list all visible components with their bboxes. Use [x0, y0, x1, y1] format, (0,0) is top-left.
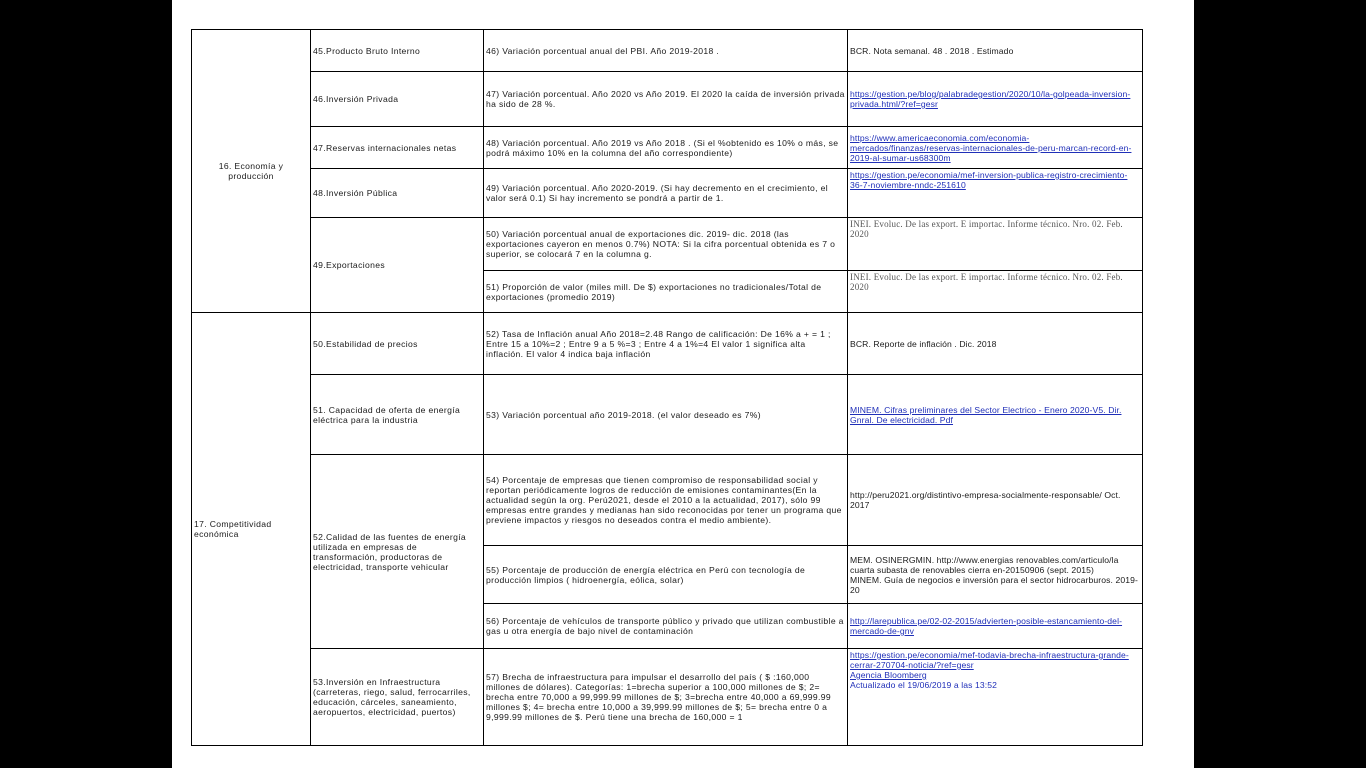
table-row	[192, 313, 1143, 375]
indicator-cell: 50.Estabilidad de precios	[311, 313, 484, 375]
source-cell	[848, 375, 1143, 455]
description-cell: 57) Brecha de infraestructura para impulsar el desarrollo del país ( $ :160,000 millones de dólares). Categorías: 1=brecha superior a 100,000 millones de $; 2= brecha entre 70,000 a 99,999.99 millones de $; 3=brecha entre 40,000 a 69,999.99 millones $; 4= brecha entre 10,000 a 39,999.99 millones de $; 5= brecha entre 0 a 9,999.99 millones de $. Perú tiene una brecha de 160,000 = 1	[484, 649, 848, 746]
source-link[interactable]: MINEM. Cifras preliminares del Sector Electrico - Enero 2020-V5. Dir. Gnral. De electricidad. Pdf	[850, 404, 1122, 425]
table-row	[192, 375, 1143, 455]
indicator-cell: 48.Inversión Pública	[311, 169, 484, 218]
source-cell: http://peru2021.org/distintivo-empresa-socialmente-responsable/ Oct. 2017	[848, 455, 1143, 546]
source-cell: INEI. Evoluc. De las export. E importac. Informe técnico. Nro. 02. Feb. 2020	[848, 218, 1143, 271]
table-row	[192, 218, 1143, 271]
indicator-cell: 51. Capacidad de oferta de energía eléctrica para la industria	[311, 375, 484, 455]
description-cell: 55) Porcentaje de producción de energía eléctrica en Perú con tecnología de producción limpios ( hidroenergía, eólica, solar)	[484, 546, 848, 604]
indicator-cell: 52.Calidad de las fuentes de energía utilizada en empresas de transformación, productoras de electricidad, transporte vehicular	[311, 455, 484, 649]
indicator-cell: 47.Reservas internacionales netas	[311, 127, 484, 169]
description-cell: 46) Variación porcentual anual del PBI. Año 2019-2018 .	[484, 30, 848, 72]
indicator-cell: 45.Producto Bruto Interno	[311, 30, 484, 72]
source-cell	[848, 169, 1143, 218]
table-row	[192, 30, 1143, 72]
table-row	[192, 649, 1143, 746]
description-cell: 52) Tasa de Inflación anual Año 2018=2.48 Rango de calificación: De 16% a + = 1 ; Entre 15 a 10%=2 ; Entre 9 a 5 %=3 ; Entre 4 a 1%=4 El valor 1 significa alta inflación. El valor 4 indica baja inflación	[484, 313, 848, 375]
source-link[interactable]: https://gestion.pe/economia/mef-inversion-publica-registro-crecimiento-36-7-noviembre-nndc-251610	[850, 170, 1128, 190]
source-cell	[848, 604, 1143, 649]
source-cell: BCR. Reporte de inflación . Dic. 2018	[848, 313, 1143, 375]
source-cell	[848, 72, 1143, 127]
source-cell: INEI. Evoluc. De las export. E importac. Informe técnico. Nro. 02. Feb. 2020	[848, 271, 1143, 313]
description-cell: 47) Variación porcentual. Año 2020 vs Año 2019. El 2020 la caída de inversión privada ha sido de 28 %.	[484, 72, 848, 127]
description-cell: 49) Variación porcentual. Año 2020-2019. (Si hay decremento en el crecimiento, el valor será 0.1) Si hay incremento se pondrá a partir de 1.	[484, 169, 848, 218]
description-cell: 48) Variación porcentual. Año 2019 vs Año 2018 . (Si el %obtenido es 10% o más, se podrá máximo 10% en la columna del año correspondiente)	[484, 127, 848, 169]
source-cell: BCR. Nota semanal. 48 . 2018 . Estimado	[848, 30, 1143, 72]
table-row	[192, 455, 1143, 546]
table-row	[192, 169, 1143, 218]
source-cell: https://gestion.pe/economia/mef-todavia-brecha-infraestructura-grande-cerrar-270704-noticia/?ref=gesr Agencia Bloomberg Actualizado el 19/06/2019 a las 13:52	[848, 649, 1143, 746]
document-page	[172, 0, 1194, 768]
source-link[interactable]: Agencia Bloomberg	[850, 670, 927, 680]
description-cell: 50) Variación porcentual anual de exportaciones dic. 2019- dic. 2018 (las exportaciones cayeron en menos 0.7%) NOTA: Si la cifra porcentual obtenida es 7 o superior, se colocará 7 en la columna g.	[484, 218, 848, 271]
source-link[interactable]: http://larepublica.pe/02-02-2015/advierten-posible-estancamiento-del-mercado-de-gnv	[850, 616, 1123, 636]
source-cell	[848, 127, 1143, 169]
table-row	[192, 127, 1143, 169]
indicator-cell: 49.Exportaciones	[311, 218, 484, 313]
source-link[interactable]: https://www.americaeconomia.com/economia-mercados/finanzas/reservas-internacionales-de-peru-marcan-record-en-2019-al-sumar-us68300m	[850, 132, 1132, 163]
indicator-cell: 46.Inversión Privada	[311, 72, 484, 127]
group-cell: 17. Competitividad económica	[192, 313, 311, 746]
description-cell: 56) Porcentaje de vehículos de transporte público y privado que utilizan combustible a gas u otra energía de bajo nivel de contaminación	[484, 604, 848, 649]
table-row	[192, 72, 1143, 127]
description-cell: 54) Porcentaje de empresas que tienen compromiso de responsabilidad social y reportan periódicamente logros de reducción de emisiones contaminantes(En la actualidad según la org. Perú2021, desde el 2010 a la actualidad, 2017), sólo 99 empresas entre grandes y medianas han sido reconocidas por tener un programa que previene impactos y riesgos no deseados contra el medio ambiente).	[484, 455, 848, 546]
source-link[interactable]: https://gestion.pe/blog/palabradegestion/2020/10/la-golpeada-inversion-privada.html/?ref=gesr	[850, 89, 1131, 109]
description-cell: 53) Variación porcentual año 2019-2018. (el valor deseado es 7%)	[484, 375, 848, 455]
indicator-cell: 53.Inversión en Infraestructura (carreteras, riego, salud, ferrocarriles, educación, cárceles, saneamiento, aeropuertos, electricidad, puertos)	[311, 649, 484, 746]
indicators-table	[191, 29, 1143, 746]
group-cell: 16. Economía y producción	[192, 30, 311, 313]
source-cell: MEM. OSINERGMIN. http://www.energias renovables.com/articulo/la cuarta subasta de renovables cierra en-20150906 (sept. 2015) MINEM. Guía de negocios e inversión para el sector hidrocarburos. 2019-20	[848, 546, 1143, 604]
source-link[interactable]: https://gestion.pe/economia/mef-todavia-brecha-infraestructura-grande-cerrar-270704-noticia/?ref=gesr	[850, 650, 1129, 670]
description-cell: 51) Proporción de valor (miles mill. De $) exportaciones no tradicionales/Total de exportaciones (promedio 2019)	[484, 271, 848, 313]
